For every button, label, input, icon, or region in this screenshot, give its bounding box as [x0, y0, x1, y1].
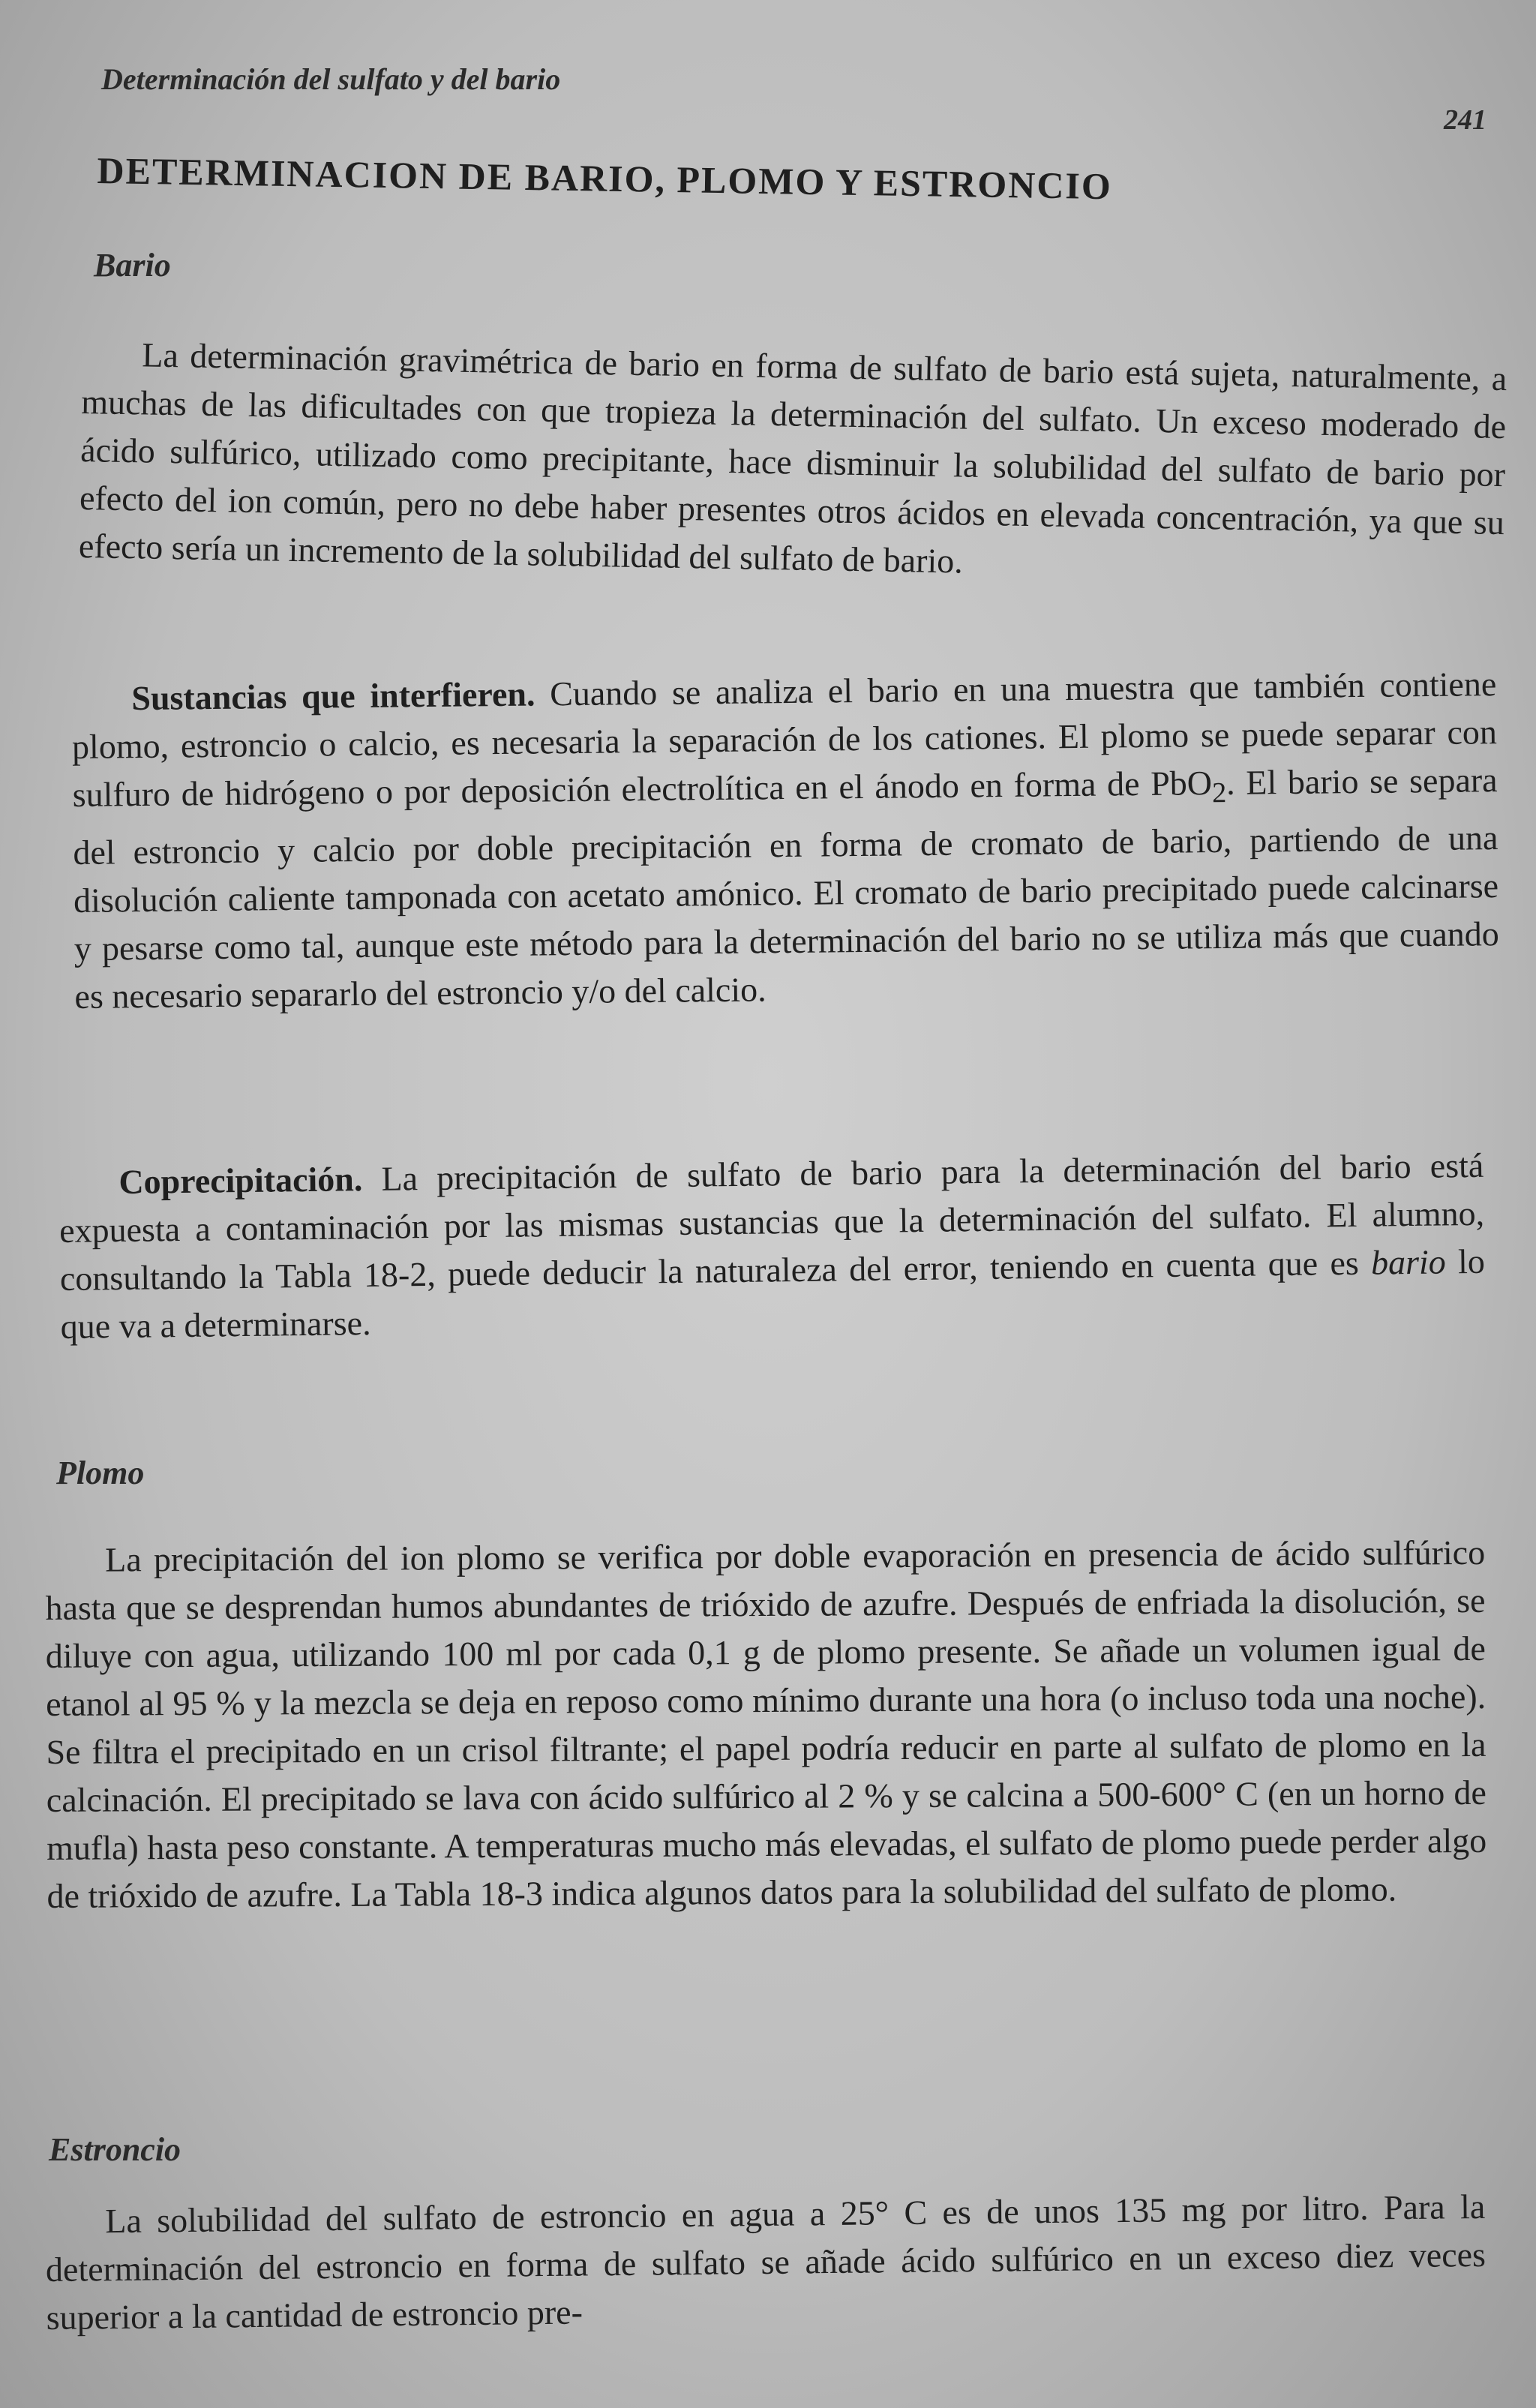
- chapter-title: DETERMINACION DE BARIO, PLOMO Y ESTRONCIO: [97, 149, 1113, 208]
- section-heading-bario: Bario: [94, 247, 171, 284]
- paragraph-lead-sustancias: Sustancias que interfieren.: [131, 674, 536, 718]
- paragraph-estroncio: La solubilidad del sulfato de estroncio en agua a 25° C es de unos 135 mg por litro. Para la determinación del estroncio en forma de sulfato se añade ácido sulfúrico en un exceso diez veces superior a la cantidad de estroncio pre-: [45, 2187, 1486, 2337]
- coprecipitacion-text-part1: La precipitación de sulfato de bario para la determinación del bario está expuesta a contaminación por las mismas sustancias que la determinación del sulfato. El alumno, consultando la Tabla 18-2, puede deducir la naturaleza del error, teniendo en cuenta que es: [58, 1145, 1485, 1298]
- formula-subscript: 2: [1211, 777, 1227, 809]
- section-heading-estroncio: Estroncio: [49, 2131, 182, 2168]
- coprecipitacion-text-part2: lo que va a determinarse.: [60, 1242, 1486, 1346]
- paragraph-bario: La determinación gravimétrica de bario en forma de sulfato de bario está sujeta, naturalmente, a muchas de las dificultades con que tropieza la determinación del sulfato. Un exceso moderado de ácido sulfúrico, utilizado como precipitante, hace disminuir la solubilidad del sulfato de bario por efecto del ion común, pero no debe haber presentes otros ácidos en elevada concentración, ya que su efecto sería un incremento de la solubilidad del sulfato de bario.: [78, 335, 1508, 581]
- sustancias-text-part1: Cuando se analiza el bario en una muestra que también contiene plomo, estroncio o calcio, es necesaria la separación de los cationes. El plomo se puede separar con sulfuro de hidrógeno o por deposición electrolítica en el ánodo en forma de PbO: [71, 665, 1498, 814]
- running-head: Determinación del sulfato y del bario: [101, 62, 561, 96]
- section-heading-plomo: Plomo: [56, 1455, 145, 1491]
- page-number: 241: [1444, 104, 1486, 136]
- paragraph-plomo: La precipitación del ion plomo se verifica por doble evaporación en presencia de ácido sulfúrico hasta que se desprendan humos abundantes de trióxido de azufre. Después de enfriada la disolución, se diluye con agua, utilizando 100 ml por cada 0,1 g de plomo presente. Se añade un volumen igual de etanol al 95 % y la mezcla se deja en reposo como mínimo durante una hora (o incluso toda una noche). Se filtra el precipitado en un crisol filtrante; el papel podría reducir en parte al sulfato de plomo en la calcinación. El precipitado se lava con ácido sulfúrico al 2 % y se calcina a 500-600° C (en un horno de mufla) hasta peso constante. A temperaturas mucho más elevadas, el sulfato de plomo puede perder algo de trióxido de azufre. La Tabla 18-3 indica algunos datos para la solubilidad del sulfato de plomo.: [45, 1533, 1487, 1915]
- sustancias-text-part2: . El bario se separa del estroncio y calcio por doble precipitación en forma de cromato de bario, partiendo de una disolución caliente tamponada con acetato amónico. El cromato de bario precipitado puede calcinarse y pesarse como tal, aunque este método para la determinación del bario no se utiliza más que cuando es necesario separarlo del estroncio y/o del calcio.: [73, 761, 1499, 1016]
- coprecipitacion-emphasis: bario: [1370, 1242, 1447, 1282]
- paragraph-sustancias-que-interfieren: [71, 660, 1500, 1021]
- paragraph-coprecipitacion: [58, 1142, 1486, 1351]
- paragraph-lead-coprecipitacion: Coprecipitación.: [118, 1160, 363, 1202]
